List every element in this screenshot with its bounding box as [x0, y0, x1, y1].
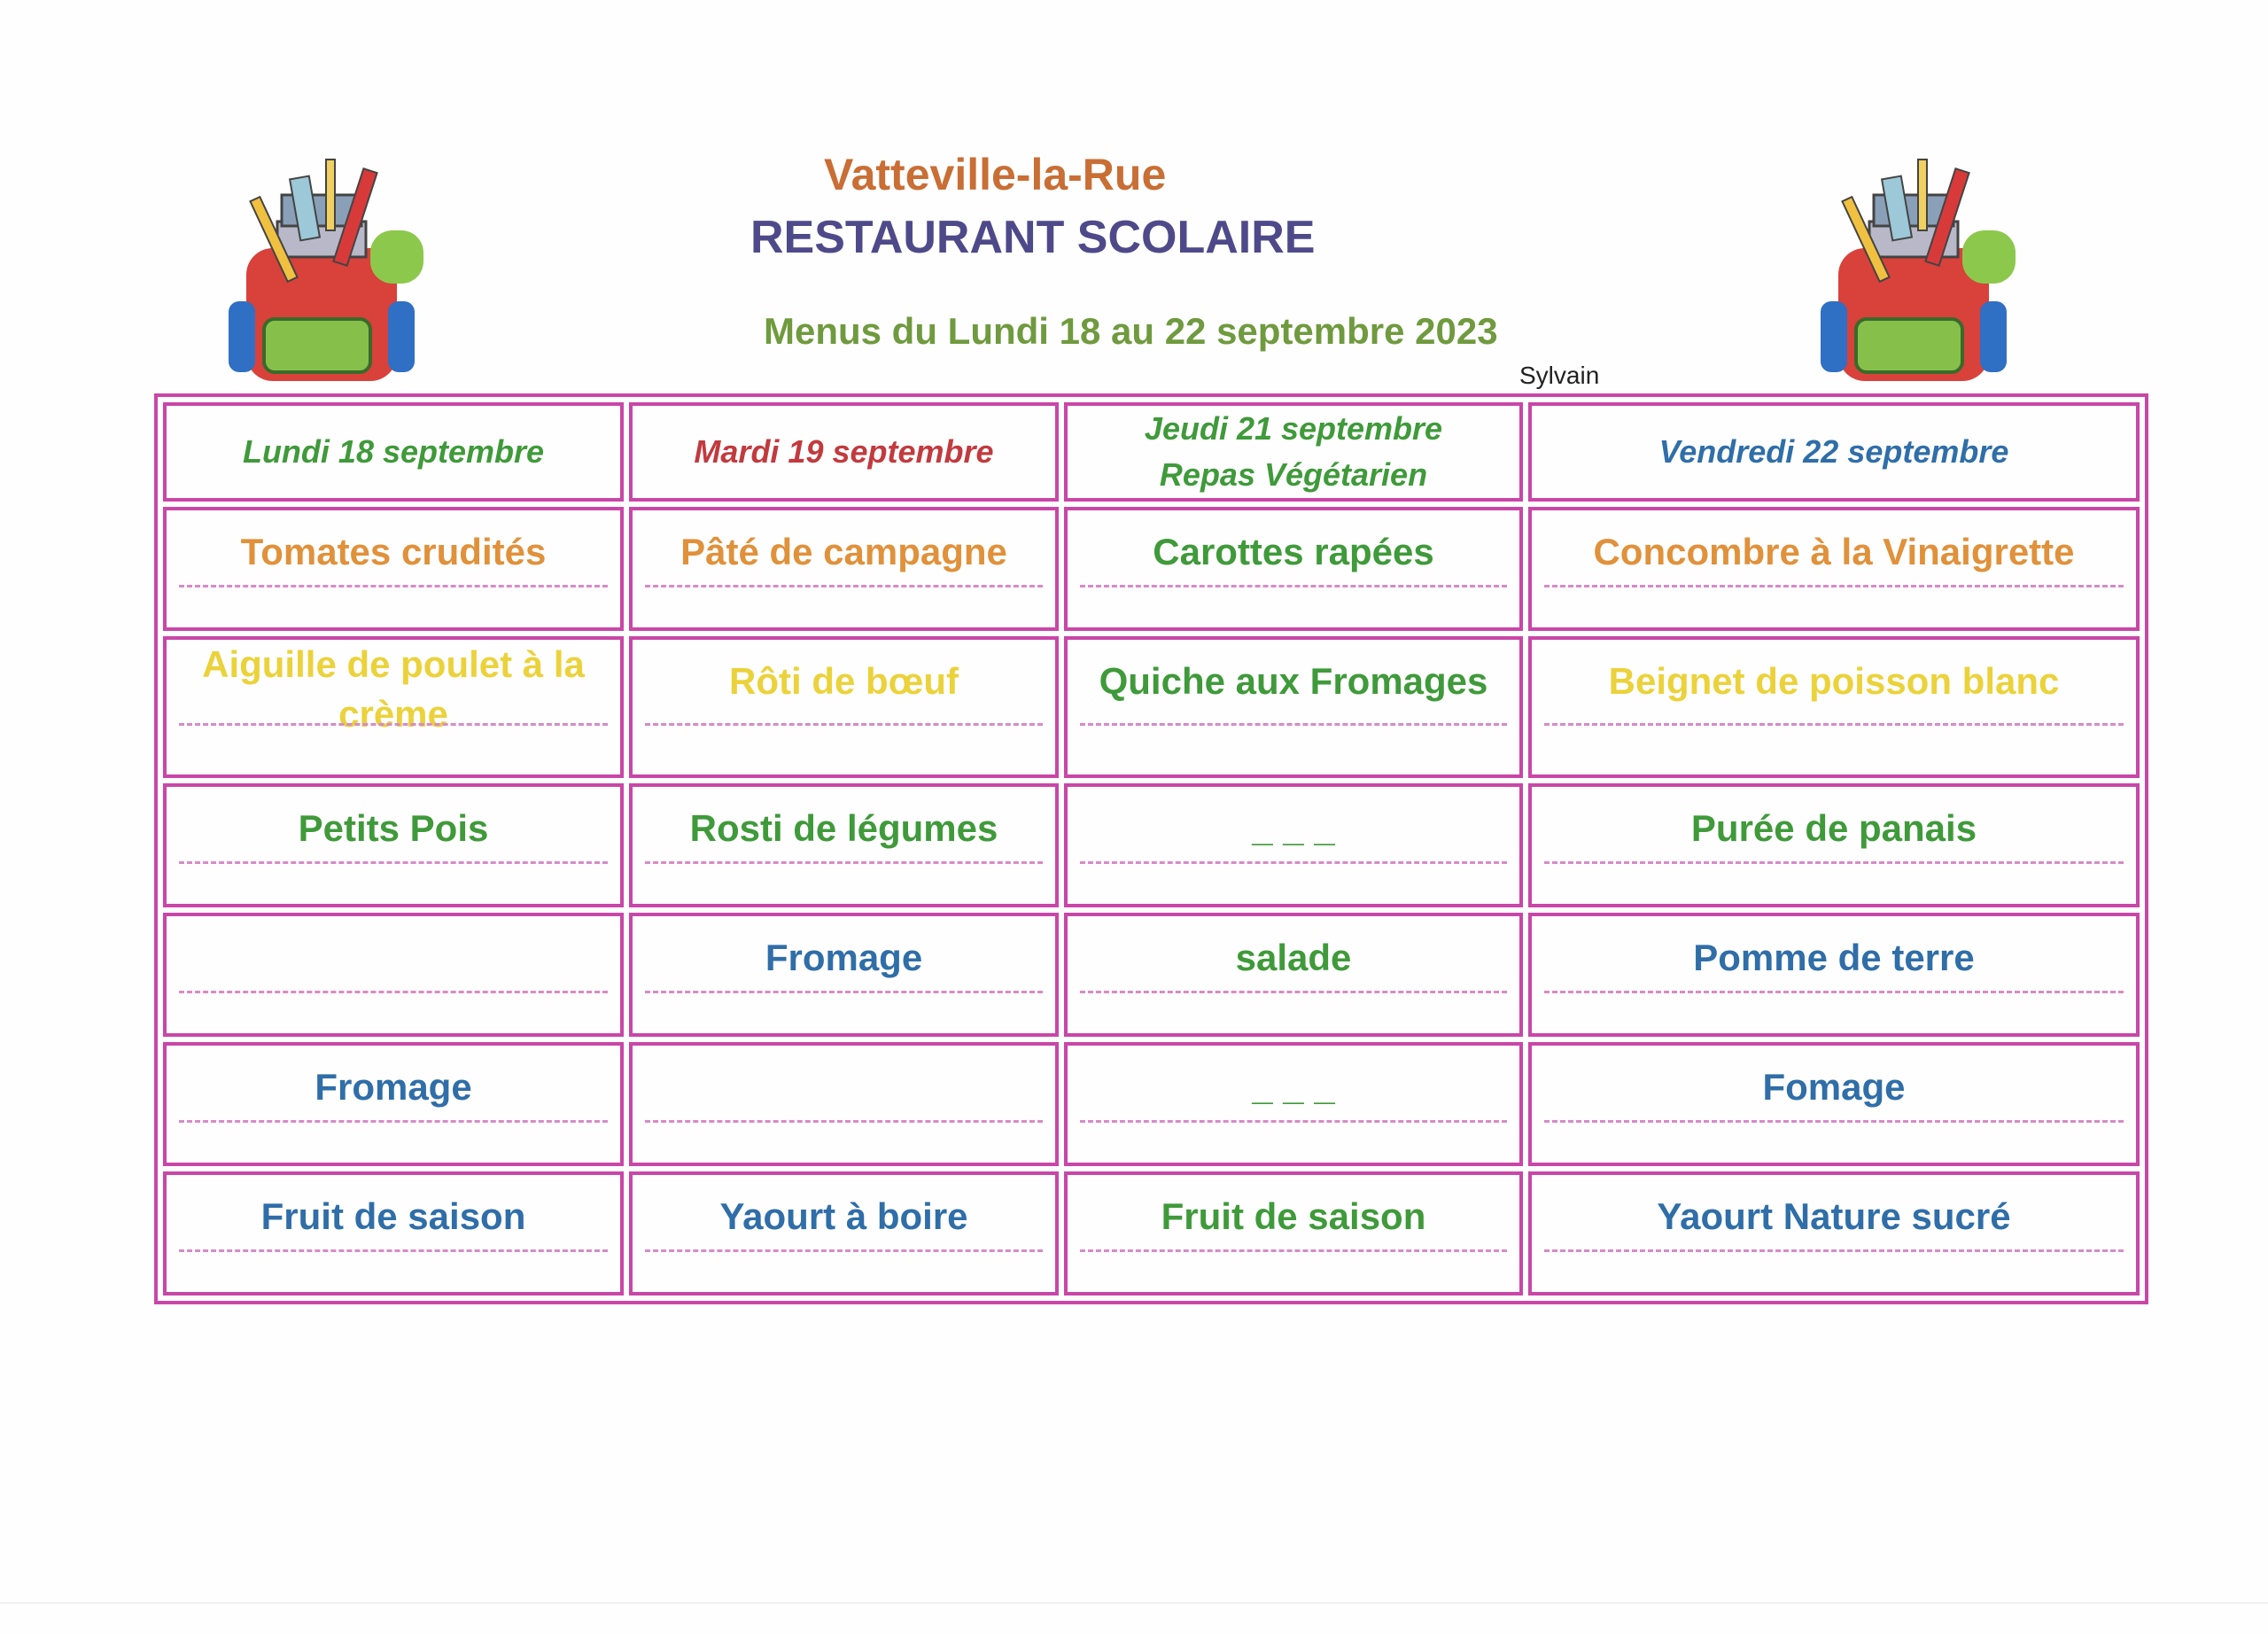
course-row: [163, 783, 2140, 907]
dish: Concombre à la Vinaigrette: [1593, 531, 2075, 572]
menu-period: Menus du Lundi 18 au 22 septembre 2023: [764, 310, 1498, 352]
dish: Pâté de campagne: [680, 531, 1007, 572]
day-header-row: [163, 402, 2140, 502]
dish-cell: [629, 1171, 1059, 1296]
school-backpack-icon: [229, 142, 432, 390]
dish: Quiche aux Fromages: [1099, 660, 1488, 702]
dish: Fruit de saison: [260, 1195, 526, 1237]
course-row: [163, 1171, 2140, 1296]
dish-cell: [163, 913, 624, 1037]
day-header-cell: [629, 402, 1059, 502]
dish: Fromage: [765, 937, 923, 978]
dish-cell: [1528, 1042, 2140, 1166]
day-label: Lundi 18 septembre: [242, 433, 545, 470]
dish-cell: [629, 783, 1059, 907]
dish-cell: [1064, 913, 1523, 1037]
day-header-cell: [1064, 402, 1523, 502]
dish-cell: [1064, 1042, 1523, 1166]
dish-cell: [1064, 507, 1523, 631]
dish: Purée de panais: [1690, 807, 1977, 849]
page-title: RESTAURANT SCOLAIRE: [750, 212, 1316, 263]
dish: Yaourt Nature sucré: [1657, 1195, 2011, 1237]
dish: Aiguille de poulet à la crème: [202, 643, 585, 735]
dish: salade: [1235, 937, 1352, 978]
dish: Fomage: [1762, 1066, 1906, 1108]
dish-cell: [163, 1171, 624, 1296]
dish-cell: [629, 636, 1059, 778]
course-row: [163, 913, 2140, 1037]
dish: Beignet de poisson blanc: [1608, 660, 2060, 702]
day-header-cell: [163, 402, 624, 502]
dish: Rosti de légumes: [689, 807, 998, 849]
dish-cell: [163, 783, 624, 907]
dish: Fruit de saison: [1161, 1195, 1426, 1237]
day-label: Vendredi 22 septembre: [1658, 433, 2009, 470]
dish-cell: [629, 1042, 1059, 1166]
dish-cell: [629, 913, 1059, 1037]
day-label: Jeudi 21 septembre: [1144, 410, 1443, 447]
dish-cell: [163, 1042, 624, 1166]
dish-cell: [1528, 636, 2140, 778]
dish-cell: [1528, 913, 2140, 1037]
school-backpack-icon: [1821, 142, 2024, 390]
dish: _ _ _: [1252, 1066, 1335, 1108]
town-name: Vatteville-la-Rue: [824, 150, 1167, 199]
dish-cell: [163, 507, 624, 631]
dish-cell: [1064, 1171, 1523, 1296]
dish: Pomme de terre: [1693, 937, 1975, 978]
dish: Fromage: [315, 1066, 472, 1108]
day-header-cell: [1528, 402, 2140, 502]
header: [0, 0, 2268, 399]
day-note: Repas Végétarien: [1159, 456, 1428, 493]
dish-cell: [1528, 507, 2140, 631]
course-row: [163, 636, 2140, 778]
day-label: Mardi 19 septembre: [694, 433, 994, 470]
dish-cell: [1064, 783, 1523, 907]
dish-cell: [1064, 636, 1523, 778]
dish: Yaourt à boire: [719, 1195, 968, 1237]
author-note: Sylvain: [1519, 362, 1600, 389]
dish-cell: [1528, 1171, 2140, 1296]
dish: Carottes rapées: [1153, 531, 1434, 572]
dish: _ _ _: [1252, 807, 1335, 849]
dish-cell: [629, 507, 1059, 631]
scan-edge: [0, 1602, 2268, 1604]
dish: Petits Pois: [298, 807, 489, 849]
course-row: [163, 507, 2140, 631]
dish: Rôti de bœuf: [729, 660, 959, 702]
menu-table: [154, 393, 2148, 1304]
course-row: [163, 1042, 2140, 1166]
dish: Tomates crudités: [240, 531, 547, 572]
dish-cell: [1528, 783, 2140, 907]
dish-cell: [163, 636, 624, 778]
